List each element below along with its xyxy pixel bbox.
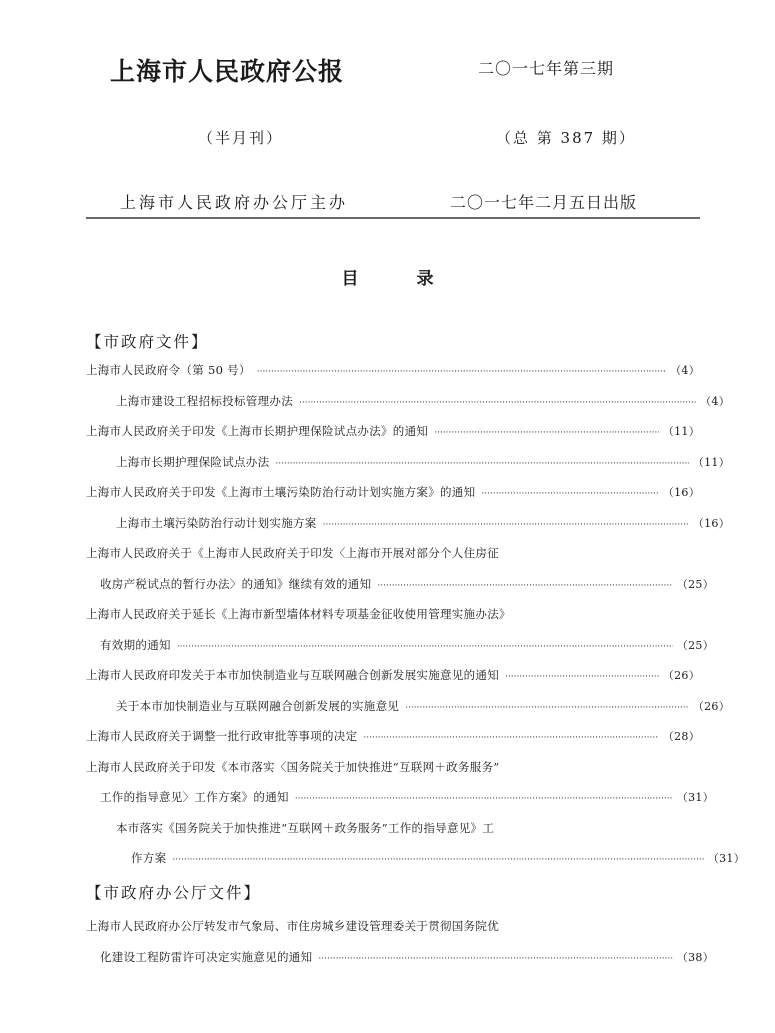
page-number: （26） bbox=[662, 669, 700, 682]
entry-title: 上海市人民政府关于印发《本市落实〈国务院关于加快推进“互联网＋政务服务” bbox=[86, 760, 500, 774]
leader-dots bbox=[377, 577, 672, 591]
entry-title: 关于本市加快制造业与互联网融合创新发展的实施意见 bbox=[116, 699, 400, 713]
gazette-title: 上海市人民政府公报 bbox=[110, 57, 345, 86]
page-number: （4） bbox=[700, 395, 730, 408]
toc-entry-continuation[interactable] bbox=[86, 576, 714, 598]
leader-dots bbox=[323, 516, 689, 530]
toc-entry[interactable] bbox=[86, 728, 700, 750]
toc-entry[interactable] bbox=[86, 759, 700, 781]
leader-dots bbox=[295, 790, 673, 804]
entry-title: 本市落实《国务院关于加快推进“互联网＋政务服务”工作的指导意见》工 bbox=[116, 821, 495, 835]
toc-entry[interactable] bbox=[86, 515, 730, 537]
toc-entry[interactable] bbox=[86, 423, 700, 445]
entry-title: 化建设工程防雷许可决定实施意见的通知 bbox=[100, 950, 313, 964]
page-number: （28） bbox=[662, 730, 700, 743]
leader-dots bbox=[172, 851, 703, 865]
section-heading: 【市政府办公厅文件】 bbox=[86, 884, 262, 902]
sponsor: 上海市人民政府办公厅主办 bbox=[120, 193, 349, 212]
toc-entry-continuation[interactable] bbox=[86, 949, 714, 971]
toc-entry[interactable] bbox=[86, 820, 730, 842]
entry-title: 上海市人民政府印发关于本市加快制造业与互联网融合创新发展实施意见的通知 bbox=[86, 668, 499, 682]
toc-entry[interactable] bbox=[86, 454, 730, 476]
leader-dots bbox=[257, 363, 666, 377]
toc-entry[interactable] bbox=[86, 393, 730, 415]
toc-entry-continuation[interactable] bbox=[86, 850, 745, 872]
toc-entry-continuation[interactable] bbox=[86, 789, 714, 811]
leader-dots bbox=[299, 394, 696, 408]
page-number: （31） bbox=[707, 852, 745, 865]
leader-dots bbox=[481, 485, 658, 499]
total-issue-number: （总 第 387 期） bbox=[496, 129, 636, 147]
page-number: （31） bbox=[676, 791, 714, 804]
entry-title: 上海市土壤污染防治行动计划实施方案 bbox=[116, 516, 317, 530]
section-heading: 【市政府文件】 bbox=[86, 333, 209, 351]
issue-number: 二〇一七年第三期 bbox=[478, 59, 615, 78]
toc-entry[interactable] bbox=[86, 545, 700, 567]
header-divider bbox=[86, 217, 700, 219]
entry-title: 有效期的通知 bbox=[100, 638, 171, 652]
toc-entry-continuation[interactable] bbox=[86, 637, 714, 659]
toc-title-char-2: 录 bbox=[416, 269, 434, 289]
publication-frequency: （半月刊） bbox=[198, 129, 284, 147]
leader-dots bbox=[505, 668, 659, 682]
leader-dots bbox=[318, 950, 672, 964]
toc-entry[interactable] bbox=[86, 362, 700, 384]
entry-title: 上海市人民政府办公厅转发市气象局、市住房城乡建设管理委关于贯彻国务院优 bbox=[86, 919, 499, 933]
leader-dots bbox=[363, 729, 658, 743]
leader-dots bbox=[405, 699, 689, 713]
page-number: （26） bbox=[692, 700, 730, 713]
toc-title-char-1: 目 bbox=[341, 269, 359, 289]
page-number: （11） bbox=[662, 425, 700, 438]
publish-date: 二〇一七年二月五日出版 bbox=[450, 193, 638, 212]
entry-title: 上海市人民政府关于印发《上海市长期护理保险试点办法》的通知 bbox=[86, 424, 429, 438]
toc-entry[interactable] bbox=[86, 698, 730, 720]
page-number: （16） bbox=[692, 517, 730, 530]
entry-title: 上海市人民政府关于延长《上海市新型墙体材料专项基金征收使用管理实施办法》 bbox=[86, 607, 511, 621]
page-number: （16） bbox=[662, 486, 700, 499]
page-number: （4） bbox=[670, 364, 700, 377]
entry-title: 收房产税试点的暂行办法〉的通知》继续有效的通知 bbox=[100, 577, 372, 591]
toc-entry[interactable] bbox=[86, 918, 700, 940]
page-number: （25） bbox=[676, 578, 714, 591]
toc-title bbox=[0, 264, 775, 289]
leader-dots bbox=[275, 455, 688, 469]
entry-title: 上海市人民政府关于调整一批行政审批等事项的决定 bbox=[86, 729, 358, 743]
toc-entry[interactable] bbox=[86, 667, 700, 689]
page-number: （38） bbox=[676, 951, 714, 964]
entry-title: 上海市人民政府关于《上海市人民政府关于印发〈上海市开展对部分个人住房征 bbox=[86, 546, 499, 560]
entry-title: 上海市长期护理保险试点办法 bbox=[116, 455, 270, 469]
toc-entry[interactable] bbox=[86, 484, 700, 506]
entry-title: 作方案 bbox=[131, 851, 167, 865]
leader-dots bbox=[434, 424, 659, 438]
leader-dots bbox=[177, 638, 673, 652]
entry-title: 上海市建设工程招标投标管理办法 bbox=[116, 394, 293, 408]
entry-title: 工作的指导意见〉工作方案》的通知 bbox=[100, 790, 289, 804]
entry-title: 上海市人民政府关于印发《上海市土壤污染防治行动计划实施方案》的通知 bbox=[86, 485, 476, 499]
toc-entry[interactable] bbox=[86, 606, 700, 628]
entry-title: 上海市人民政府令（第 50 号） bbox=[86, 363, 251, 377]
page-number: （25） bbox=[676, 639, 714, 652]
page-number: （11） bbox=[692, 456, 730, 469]
